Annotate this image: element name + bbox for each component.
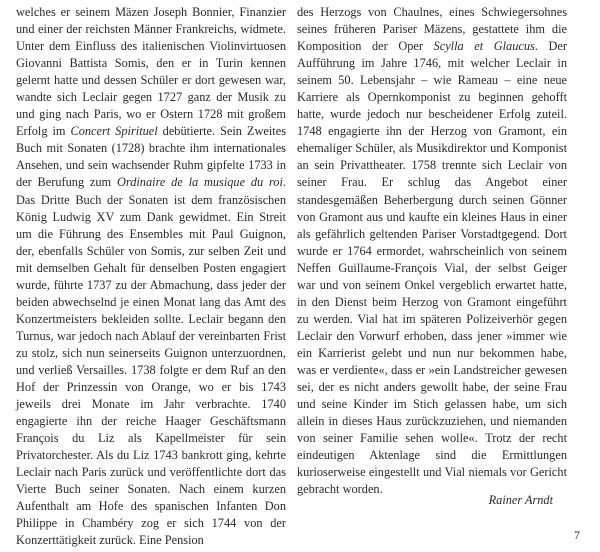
author-signature: Rainer Arndt	[488, 493, 553, 507]
text-run: welches er seinem Mäzen Joseph Bonnier, Finanzier und einer der reichsten Männer Frankreichs, widmete. Unter dem Einfluss des italienischen Violinvirtuosen Giovanni Battista Somis, den er in Turin kennen gelernt hatte und dessen Schüler er dort gewesen war, wandte sich Leclair gegen 1727 ganz der Musik zu und ging nach Paris, wo er Ostern 1728 mit großem Erfolg im	[16, 5, 286, 139]
text-run: . Das Dritte Buch der Sonaten ist dem französischen König Ludwig XV zum Dank gewidmet. Ein Streit um die Führung des Ensembles mit Paul Guignon, der, ebenfalls Schüler von Somis, zur selben Zeit und mit demselben Gehalt für denselben Posten engagiert wurde, führte 1737 zu der Abmachung, dass jeder der beiden abwechselnd je einen Monat lang das Amt des Konzertmeisters bekleiden sollte. Leclair begann den Turnus, war jedoch nach Ablauf der vereinbarten Frist zu stolz, sich nun seinerseits Guignon unterzuordnen, und verließ Versailles. 1738 folgte er dem Ruf an den Hof der Prinzessin von Orange, wo er bis 1743 jeweils drei Monate im Jahr verbrachte. 1740 engagierte ihn der reiche Haager Geschäftsmann François du Liz als Kapellmeister für sein Privatorchester. Als du Liz 1743 bankrott ging, kehrte Leclair nach Paris zurück und veröffentlichte dort das Vierte Buch seiner Sonaten. Nach einem kurzen Aufenthalt am Hofe des spanischen Infanten Don Philippe in Chambéry zog er sich 1744 von der Konzerttätigkeit zurück. Eine Pension	[16, 175, 286, 548]
right-text-column	[297, 4, 567, 498]
italic-title-ordinaire: Ordinaire de la musique du roi	[116, 175, 283, 190]
left-column-paragraph	[16, 4, 286, 550]
text-run: . Der Aufführung im Jahre 1746, mit welcher Leclair in seinem 50. Lebensjahr – wie Rameau – eine neue Karriere als Opernkomponist zu beginnen gehofft hatte, wurde jedoch nur bescheidener Erfolg zuteil. 1748 engagierte ihn der Herzog von Gramont, ein ehemaliger Schüler, als Musikdirektor und Komponist an sein Privattheater. 1758 trennte sich Leclair von seiner Frau. Er schlug das Angebot einer standesgemäßen Beherbergung durch seinen Gönner von Gramont aus und kaufte ein kleines Haus in einer als gefährlich geltenden Pariser Vorstadtgegend. Dort wurde er 1764 ermordet, wahrscheinlich von seinem Neffen Guillaume-François Vial, der selbst Geiger war und von seinem Onkel vergeblich erwartet hatte, in den Dienst beim Herzog von Gramont eingeführt zu werden. Vial hat im späteren Polizeiverhör gegen Leclair den Vorwurf erhoben, dass jener »immer wie ein Karrierist gelebt und nun nur bekommen habe, was er verdiente«, dass er »ein Landstreicher gewesen sei, der es nicht anders gewollt habe, der seine Frau und seine Kinder im Stich gelassen habe, um sich allein in dieses Haus zurückzuziehen, und niemanden von seiner Familie sehen wolle«. Trotz der recht eindeutigen Aktenlage sind die Ermittlungen kurioserweise eingestellt und Vial niemals vor Gericht gebracht worden.	[297, 39, 567, 497]
text-run: debütierte. Sein Zweites Buch mit Sonaten (1728) brachte ihm internationales Ansehen, und sein wachsender Ruhm gipfelte 1733 in der Berufung zum	[16, 124, 286, 190]
page-number: 7	[574, 528, 580, 542]
italic-title-scylla-et-glaucus: Scylla et Glaucus	[433, 39, 535, 54]
left-text-column	[16, 4, 286, 550]
text-run: des Herzogs von Chaulnes, eines Schwiegersohnes seines früheren Pariser Mäzens, gestattete ihm die Komposition der Oper	[297, 5, 567, 54]
right-column-paragraph	[297, 4, 567, 498]
italic-title-concert-spirituel: Concert Spirituel	[70, 124, 158, 139]
